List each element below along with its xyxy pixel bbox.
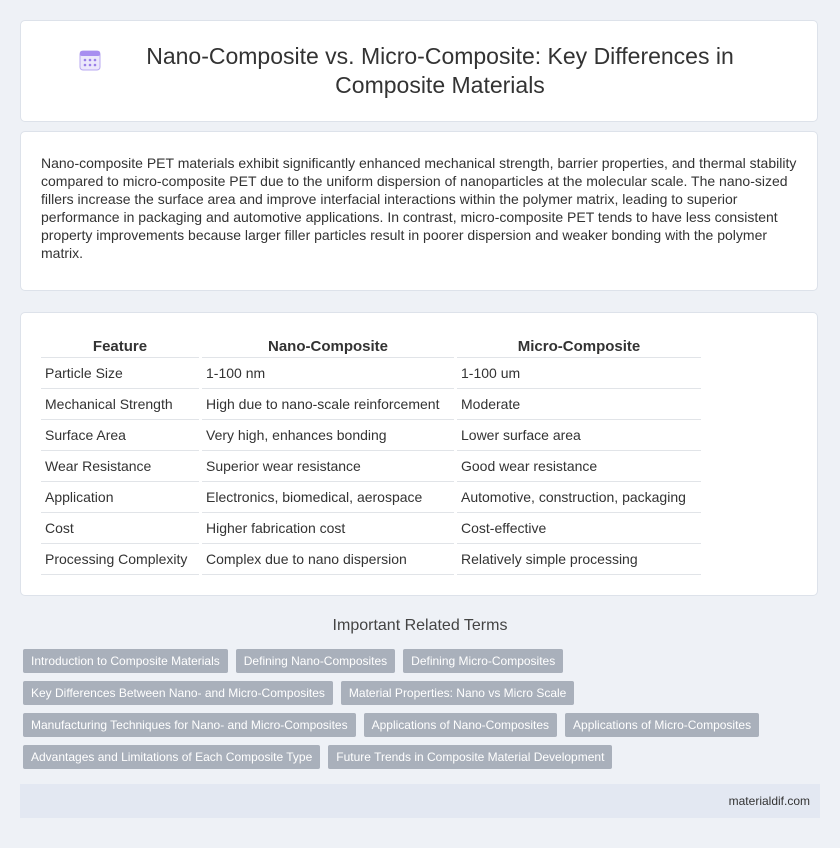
- table-cell: Cost-effective: [457, 513, 701, 544]
- comparison-table-card: [20, 312, 818, 596]
- table-header-row: [41, 333, 701, 358]
- table-row: [41, 420, 701, 451]
- table-row: [41, 513, 701, 544]
- table-cell: 1-100 nm: [202, 358, 454, 389]
- table-cell: Relatively simple processing: [457, 544, 701, 575]
- comparison-table: [38, 333, 704, 575]
- table-cell: High due to nano-scale reinforcement: [202, 389, 454, 420]
- footer: [20, 784, 820, 818]
- related-term-link[interactable]: Manufacturing Techniques for Nano- and Micro-Composites: [23, 713, 356, 737]
- table-cell: Automotive, construction, packaging: [457, 482, 701, 513]
- table-cell: Lower surface area: [457, 420, 701, 451]
- footer-site-name: materialdif.com: [728, 794, 810, 808]
- related-term-link[interactable]: Material Properties: Nano vs Micro Scale: [341, 681, 574, 705]
- table-row: [41, 358, 701, 389]
- related-term-link[interactable]: Advantages and Limitations of Each Composite Type: [23, 745, 320, 769]
- header-card: [20, 20, 818, 122]
- table-cell: Complex due to nano dispersion: [202, 544, 454, 575]
- table-row: [41, 482, 701, 513]
- related-term-link[interactable]: Applications of Micro-Composites: [565, 713, 759, 737]
- intro-card: [20, 131, 818, 291]
- table-cell: 1-100 um: [457, 358, 701, 389]
- tag-row: [23, 681, 803, 705]
- tag-row: [23, 649, 803, 673]
- table-cell: Application: [41, 482, 199, 513]
- related-term-link[interactable]: Future Trends in Composite Material Development: [328, 745, 612, 769]
- table-cell: Wear Resistance: [41, 451, 199, 482]
- tag-row: [23, 745, 803, 769]
- related-term-link[interactable]: Defining Nano-Composites: [236, 649, 395, 673]
- table-cell: Electronics, biomedical, aerospace: [202, 482, 454, 513]
- table-cell: Surface Area: [41, 420, 199, 451]
- table-cell: Processing Complexity: [41, 544, 199, 575]
- table-row: [41, 544, 701, 575]
- table-cell: Higher fabrication cost: [202, 513, 454, 544]
- column-header-nano: Nano-Composite: [202, 333, 454, 358]
- column-header-micro: Micro-Composite: [457, 333, 701, 358]
- table-cell: Very high, enhances bonding: [202, 420, 454, 451]
- table-cell: Particle Size: [41, 358, 199, 389]
- related-terms-heading: Important Related Terms: [332, 617, 508, 634]
- column-header-feature: Feature: [41, 333, 199, 358]
- related-terms-list: [23, 649, 803, 777]
- tag-row: [23, 713, 803, 737]
- page-title: Nano-Composite vs. Micro-Composite: Key Differences in Composite Materials: [146, 43, 734, 98]
- calendar-icon: [78, 48, 102, 72]
- table-cell: Moderate: [457, 389, 701, 420]
- related-term-link[interactable]: Key Differences Between Nano- and Micro-Composites: [23, 681, 333, 705]
- table-cell: Cost: [41, 513, 199, 544]
- table-cell: Mechanical Strength: [41, 389, 199, 420]
- related-term-link[interactable]: Defining Micro-Composites: [403, 649, 563, 673]
- intro-paragraph: Nano-composite PET materials exhibit significantly enhanced mechanical strength, barrier properties, and thermal stability compared to micro-composite PET due to the uniform dispersion of nanoparticles at the molecular scale. The nano-sized fillers increase the surface area and improve interfacial interactions within the polymer matrix, leading to superior performance in packaging and automotive applications. In contrast, micro-composite PET tends to have less consistent property improvements because larger filler particles result in poorer dispersion and weaker bonding with the polymer matrix.: [41, 155, 797, 261]
- table-cell: Superior wear resistance: [202, 451, 454, 482]
- table-row: [41, 451, 701, 482]
- table-cell: Good wear resistance: [457, 451, 701, 482]
- table-row: [41, 389, 701, 420]
- related-term-link[interactable]: Introduction to Composite Materials: [23, 649, 228, 673]
- related-term-link[interactable]: Applications of Nano-Composites: [364, 713, 557, 737]
